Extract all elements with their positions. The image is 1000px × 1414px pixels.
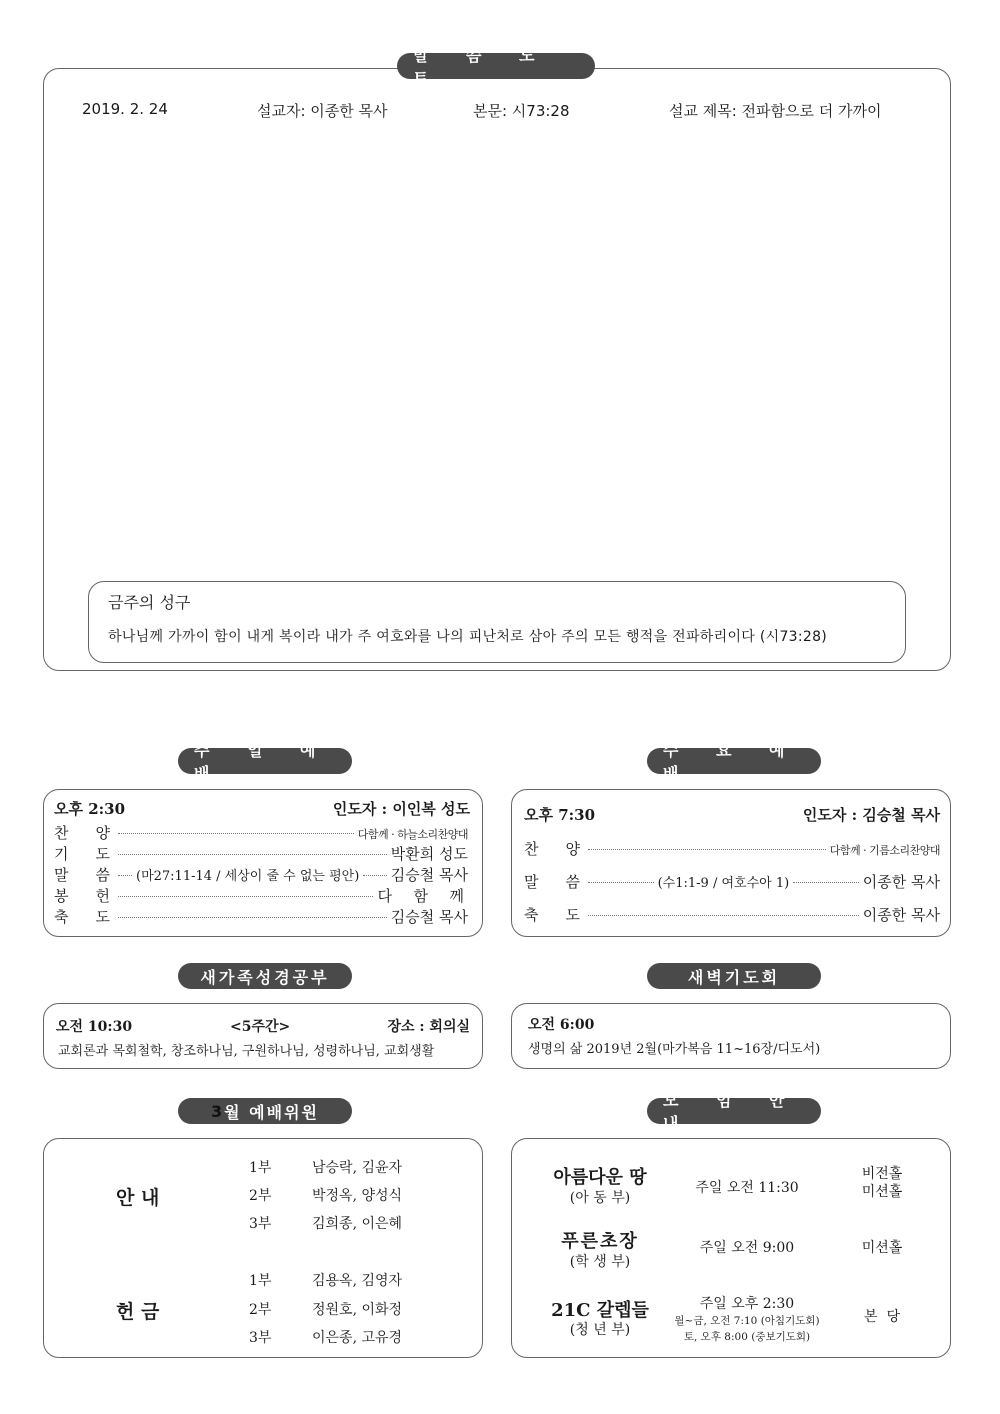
sermon-preacher: 설교자: 이종한 목사 <box>257 102 388 120</box>
row-label: 말 씀 <box>524 873 580 891</box>
sermon-date: 2019. 2. 24 <box>82 100 168 118</box>
family-bible-time: 오전 10:30 <box>56 1019 133 1035</box>
family-bible-place: 장소 : 회의실 <box>387 1019 470 1035</box>
committee-people: 김용옥, 김영자 <box>312 1273 403 1289</box>
wednesday-row <box>524 871 940 892</box>
row-label: 찬 양 <box>54 824 110 842</box>
row-value: 이종한 목사 <box>862 873 941 891</box>
meeting-name: 아름다운 땅 <box>553 1167 647 1188</box>
row-value: 이종한 목사 <box>862 906 940 924</box>
row-value: 박환희 성도 <box>390 845 468 863</box>
weekly-verse-title: 금주의 성구 <box>108 593 191 612</box>
sunday-time: 오후 2:30 <box>54 800 126 818</box>
meeting-place: 미션홀 <box>861 1184 903 1200</box>
meeting-name: 푸른초장 <box>561 1231 639 1252</box>
leader-dots <box>118 833 354 834</box>
leader-dots <box>118 854 387 855</box>
row-middle: (마27:11-14 / 세상이 줄 수 없는 평안) <box>136 869 360 884</box>
meeting-place: 비전홀 <box>861 1166 903 1182</box>
leader-dots <box>793 882 859 883</box>
dawn-prayer-box <box>511 1003 951 1069</box>
sunday-row <box>54 885 468 906</box>
committee-people: 이은종, 고유경 <box>312 1330 403 1346</box>
family-bible-weeks: <5주간> <box>230 1019 291 1035</box>
committee-group-offering: 헌 금 <box>116 1301 160 1323</box>
meeting-time: 주일 오전 9:00 <box>699 1240 795 1256</box>
leader-dots <box>118 917 387 918</box>
leader-dots <box>588 882 654 883</box>
meeting-dept: (아 동 부) <box>569 1190 631 1206</box>
dawn-prayer-header: 새벽기도회 <box>647 963 821 989</box>
leader-dots <box>588 849 826 850</box>
leader-dots <box>363 875 386 876</box>
meeting-extra: 토, 오후 8:00 (중보기도회) <box>683 1331 811 1343</box>
row-value: 김승철 목사 <box>390 866 468 884</box>
committee-part: 2부 <box>249 1302 272 1318</box>
row-value: 김승철 목사 <box>390 908 468 926</box>
row-label: 축 도 <box>524 906 580 924</box>
weekly-verse-box <box>88 581 906 663</box>
committee-group-usher: 안 내 <box>116 1187 160 1209</box>
sunday-row <box>54 843 468 864</box>
meetings-header: 모 임 안 내 <box>647 1098 821 1124</box>
sunday-worship-header: 주 일 예 배 <box>178 748 352 774</box>
committee-people: 남승락, 김윤자 <box>312 1160 403 1176</box>
family-bible-header: 새가족성경공부 <box>178 963 352 989</box>
meeting-time: 주일 오후 2:30 <box>699 1296 795 1312</box>
row-value: 다함께 · 기름소리찬양대 <box>829 844 940 857</box>
row-value: 다함께 · 하늘소리찬양대 <box>357 828 468 841</box>
wednesday-row <box>524 838 940 859</box>
leader-dots <box>118 875 132 876</box>
committee-people: 정원호, 이화정 <box>312 1302 403 1318</box>
sermon-title: 설교 제목: 전파함으로 더 가까이 <box>669 102 882 120</box>
dawn-prayer-time: 오전 6:00 <box>528 1017 595 1033</box>
committee-people: 박정옥, 양성식 <box>312 1188 403 1204</box>
wednesday-worship-box <box>511 789 951 937</box>
wednesday-time: 오후 7:30 <box>524 806 596 824</box>
row-label: 말 씀 <box>54 866 110 884</box>
sunday-worship-box <box>43 789 483 937</box>
family-bible-topics: 교회론과 목회철학, 창조하나님, 구원하나님, 성령하나님, 교회생활 <box>58 1044 435 1059</box>
meeting-extra: 월~금, 오전 7:10 (아침기도회) <box>674 1315 820 1327</box>
month-number: 3 <box>211 1101 225 1121</box>
row-label: 봉 헌 <box>54 887 110 905</box>
sunday-row <box>54 822 468 843</box>
committee-part: 3부 <box>249 1216 272 1232</box>
sunday-row <box>54 864 468 885</box>
wednesday-row <box>524 904 940 925</box>
sermon-scripture: 본문: 시73:28 <box>473 102 570 120</box>
dawn-prayer-detail: 생명의 삶 2019년 2월(마가복음 11~16장/디도서) <box>528 1042 821 1057</box>
meeting-place: 본 당 <box>864 1309 900 1325</box>
committee-part: 1부 <box>249 1273 272 1289</box>
row-label: 찬 양 <box>524 840 580 858</box>
leader-dots <box>588 915 859 916</box>
meetings-box <box>511 1138 951 1358</box>
march-committee-header <box>178 1098 352 1124</box>
committee-part: 1부 <box>249 1160 272 1176</box>
sunday-leader: 인도자 : 이인복 성도 <box>332 800 470 818</box>
row-label: 기 도 <box>54 845 110 863</box>
wednesday-leader: 인도자 : 김승철 목사 <box>802 806 940 824</box>
meeting-dept: (학 생 부) <box>569 1254 631 1270</box>
meeting-place: 미션홀 <box>861 1240 903 1256</box>
meeting-name: 21C 갈렙들 <box>551 1300 649 1321</box>
committee-header-text: 월 예배위원 <box>224 1102 319 1122</box>
committee-people: 김희종, 이은혜 <box>312 1216 403 1232</box>
weekly-verse-text: 하나님께 가까이 함이 내게 복이라 내가 주 여호와를 나의 피난처로 삼아 주의 모든 행적을 전파하리이다 (시73:28) <box>108 629 828 645</box>
sermon-note-header: 말 씀 노 트 <box>397 53 595 79</box>
leader-dots <box>118 896 373 897</box>
meeting-dept: (청 년 부) <box>569 1322 631 1338</box>
committee-part: 3부 <box>249 1330 272 1346</box>
row-value: 다 함 께 <box>377 887 468 905</box>
sunday-row <box>54 906 468 927</box>
march-committee-box <box>43 1138 483 1358</box>
family-bible-box <box>43 1003 483 1069</box>
wednesday-worship-header: 수 요 예 배 <box>647 748 821 774</box>
committee-part: 2부 <box>249 1188 272 1204</box>
row-label: 축 도 <box>54 908 110 926</box>
meeting-time: 주일 오전 11:30 <box>695 1180 799 1196</box>
row-middle: (수1:1-9 / 여호수아 1) <box>657 876 790 891</box>
